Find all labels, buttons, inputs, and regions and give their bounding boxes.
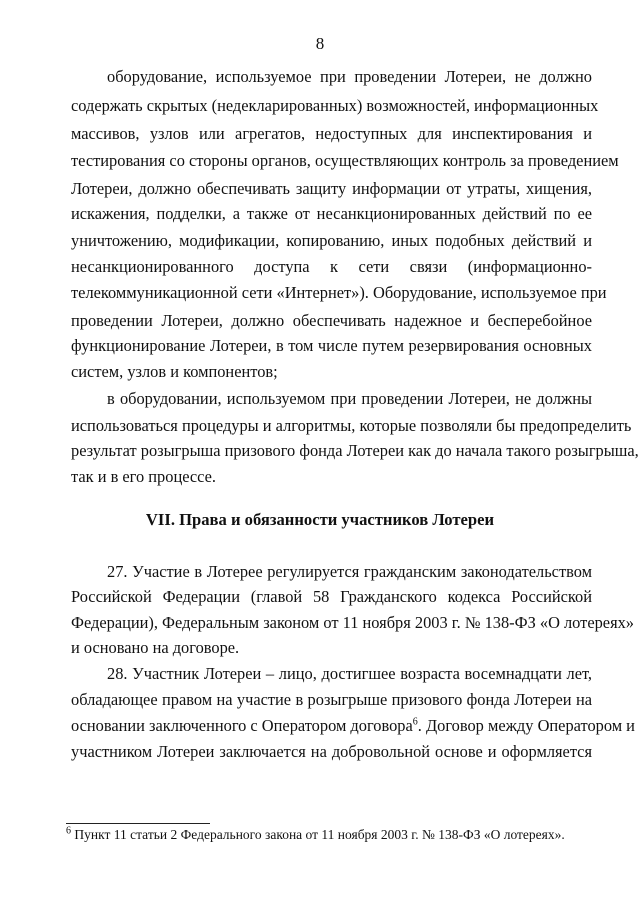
text-line: и основано на договоре. — [71, 638, 240, 657]
text-line: Лотереи, должно обеспечивать защиту информации от утраты, хищения, — [71, 179, 592, 198]
text-line: проведении Лотереи, должно обеспечивать надежное и бесперебойное — [71, 311, 592, 330]
section-heading: VII. Права и обязанности участников Лотереи — [145, 510, 495, 529]
text-line: Российской Федерации (главой 58 Гражданского кодекса Российской — [71, 587, 592, 606]
text-line: 28. Участник Лотереи – лицо, достигшее возраста восемнадцати лет, — [107, 664, 592, 683]
text-line: Федерации), Федеральным законом от 11 ноября 2003 г. № 138-ФЗ «О лотереях» — [71, 613, 635, 632]
text-line: использоваться процедуры и алгоритмы, которые позволяли бы предопределить — [71, 416, 632, 435]
text-line: оборудование, используемое при проведении Лотереи, не должно — [107, 67, 592, 86]
text-line: тестирования со стороны органов, осуществляющих контроль за проведением — [71, 151, 619, 170]
text-line: в оборудовании, используемом при проведении Лотереи, не должны — [107, 389, 592, 408]
text-line: телекоммуникационной сети «Интернет»). Оборудование, используемое при — [71, 283, 607, 302]
text-line: систем, узлов и компонентов; — [71, 362, 278, 381]
footnote-marker: 6 — [66, 825, 71, 837]
page-number: 8 — [315, 34, 325, 53]
text-line: результат розыгрыша призового фонда Лотереи как до начала такого розыгрыша, — [71, 441, 639, 460]
text-line — [71, 716, 635, 736]
footnote-ref: 6 — [412, 716, 418, 728]
text-segment: . Договор между Оператором и — [417, 716, 635, 735]
text-line: обладающее правом на участие в розыгрыше призового фонда Лотереи на — [71, 690, 592, 709]
text-line: так и в его процессе. — [71, 467, 217, 486]
text-line: несанкционированного доступа к сети связи (информационно- — [71, 257, 592, 276]
text-line: 27. Участие в Лотерее регулируется гражданским законодательством — [107, 562, 592, 581]
text-line: массивов, узлов или агрегатов, недоступных для инспектирования и — [71, 124, 592, 143]
text-segment: основании заключенного с Оператором договора — [71, 716, 413, 735]
footnote-text: Пункт 11 статьи 2 Федерального закона от 11 ноября 2003 г. № 138-ФЗ «О лотереях». — [74, 827, 565, 842]
text-line: участником Лотереи заключается на добровольной основе и оформляется — [71, 742, 592, 761]
text-line: функционирование Лотереи, в том числе путем резервирования основных — [71, 336, 592, 355]
text-line: искажения, подделки, а также от несанкционированных действий по ее — [71, 204, 592, 223]
text-line: содержать скрытых (недекларированных) возможностей, информационных — [71, 96, 599, 115]
footnote-rule — [66, 823, 210, 824]
text-line: уничтожению, модификации, копированию, иных подобных действий и — [71, 231, 592, 250]
footnote — [66, 826, 565, 844]
